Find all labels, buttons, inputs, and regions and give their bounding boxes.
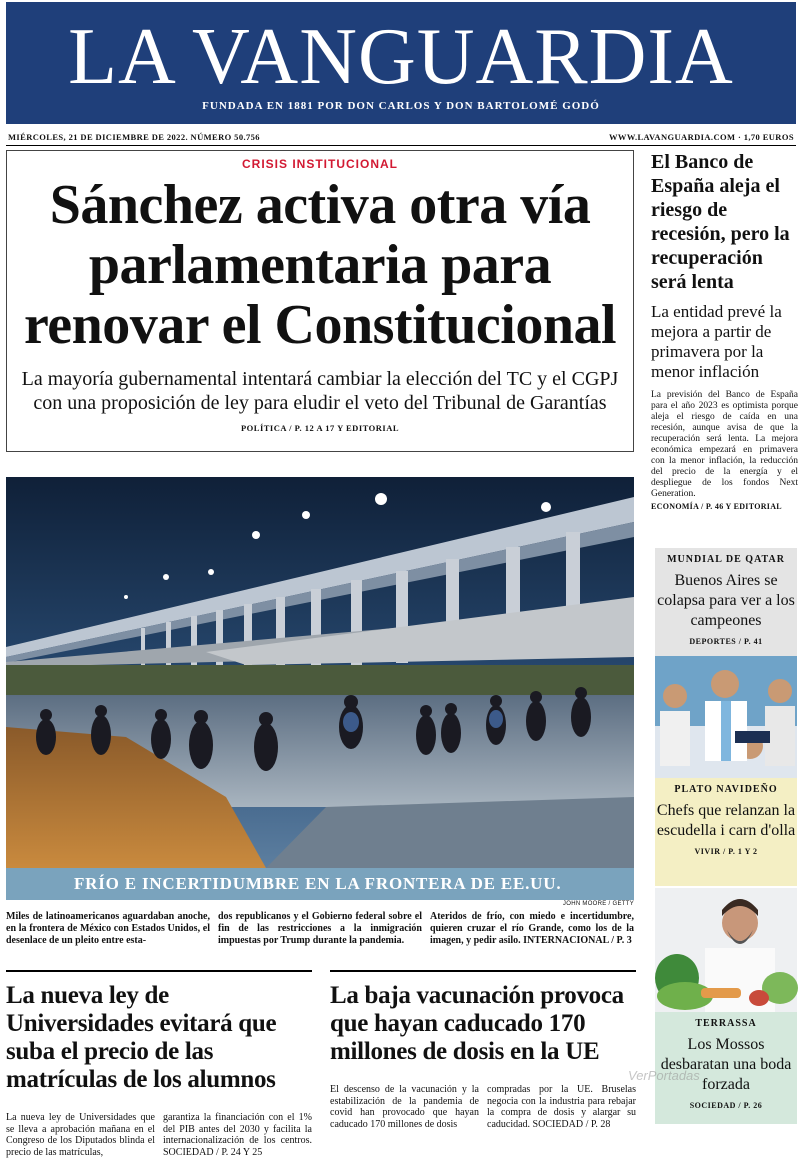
qatar-page-ref: DEPORTES / P. 41 bbox=[689, 637, 763, 646]
vaccination-col-1: El descenso de la vacunación y la estabilización de la pandemia de covid han provocado que hayan caducado 170 millones de dosis bbox=[330, 1084, 479, 1130]
watermark: VerPortadas bbox=[628, 1068, 700, 1083]
photo-text bbox=[6, 911, 634, 947]
universities-story bbox=[6, 970, 312, 1158]
dateline bbox=[6, 128, 796, 146]
lead-kicker: CRISIS INSTITUCIONAL bbox=[241, 157, 398, 171]
fans-photo bbox=[655, 656, 797, 778]
chef-photo-illustration bbox=[655, 888, 797, 1012]
newspaper-title: LA VANGUARDIA bbox=[68, 13, 734, 101]
photo-text-col-1: Miles de latinoamericanos aguardaban anoche, en la frontera de México con Estados Unidos, el desenlace de un pleito entre esta- bbox=[6, 911, 210, 946]
site-and-price: WWW.LAVANGUARDIA.COM · 1,70 EUROS bbox=[609, 131, 794, 142]
terrassa-kicker: TERRASSA bbox=[695, 1018, 757, 1029]
christmas-dish-module bbox=[655, 778, 797, 886]
lead-story bbox=[6, 150, 634, 452]
economy-headline[interactable]: El Banco de España aleja el riesgo de recesión, pero la recuperación será lenta bbox=[651, 151, 790, 293]
economy-body: La previsión del Banco de España para el año 2023 es optimista porque aleja el riesgo de caída en una recesión, aunque avisa de que la recuperación será lenta. La mejora económica empezará en primavera con la menor inflación, la reducción del precio de la energía y el despliegue de los fondos Next Generation. bbox=[651, 390, 798, 499]
photo-text-col-2: dos republicanos y el Gobierno federal sobre el fin de las restricciones a la inmigración impuestas por Trump durante la pandemia. bbox=[218, 911, 422, 946]
universities-col-1: La nueva ley de Universidades que se lleva a aprobación mañana en el Congreso de los Diputados blinda el precio de las matrículas, bbox=[6, 1112, 155, 1158]
economy-deck: La entidad prevé la mejora a partir de primavera por la menor inflación bbox=[651, 302, 782, 381]
issue-date: MIÉRCOLES, 21 DE DICIEMBRE DE 2022. NÚMERO 50.756 bbox=[8, 131, 260, 142]
terrassa-page-ref: SOCIEDAD / P. 26 bbox=[689, 1101, 763, 1110]
border-photo-illustration bbox=[6, 477, 634, 868]
universities-col-2: garantiza la financiación con el 1% del PIB antes del 2030 y facilita la internacionalización de los centros. SOCIEDAD / P. 24 Y 25 bbox=[163, 1112, 312, 1158]
qatar-kicker: MUNDIAL DE QATAR bbox=[667, 554, 785, 565]
terrassa-headline[interactable]: Los Mossos desbaratan una boda forzada bbox=[660, 1036, 792, 1093]
qatar-module bbox=[655, 548, 797, 656]
vaccination-body bbox=[330, 1084, 636, 1130]
chef-photo bbox=[655, 888, 797, 1012]
photo-caption: FRÍO E INCERTIDUMBRE EN LA FRONTERA DE EE.UU. bbox=[6, 868, 634, 900]
christmas-dish-headline[interactable]: Chefs que relanzan la escudella i carn d'olla bbox=[656, 802, 796, 839]
economy-page-ref: ECONOMÍA / P. 46 Y EDITORIAL bbox=[651, 502, 782, 511]
photo-credit: JOHN MOORE / GETTY bbox=[562, 901, 634, 907]
qatar-headline[interactable]: Buenos Aires se colapsa para ver a los campeones bbox=[657, 572, 795, 629]
masthead bbox=[6, 2, 796, 124]
universities-headline[interactable]: La nueva ley de Universidades evitará que suba el precio de las matrículas de los alumnos bbox=[6, 982, 277, 1093]
lead-deck: La mayoría gubernamental intentará cambiar la elección del TC y el CGPJ con una proposición de ley para eludir el veto del Tribunal de Garantías bbox=[21, 368, 619, 414]
photo-text-col-3: Ateridos de frío, con miedo e incertidumbre, quieren cruzar el río Grande, como los de la imagen, y pedir asilo. INTERNACIONAL / P. 3 bbox=[430, 911, 634, 946]
fans-photo-illustration bbox=[655, 656, 797, 778]
economy-story bbox=[651, 150, 798, 511]
vaccination-col-2: compradas por la UE. Bruselas negocia con la industria para rebajar la compra de dosis y alargar su caducidad. SOCIEDAD / P. 28 bbox=[487, 1084, 636, 1130]
lead-page-ref: POLÍTICA / P. 12 A 17 Y EDITORIAL bbox=[240, 423, 400, 433]
border-crossing-photo bbox=[6, 477, 634, 868]
masthead-subtitle: FUNDADA EN 1881 POR DON CARLOS Y DON BARTOLOMÉ GODÓ bbox=[202, 100, 600, 112]
vaccination-headline[interactable]: La baja vacunación provoca que hayan caducado 170 millones de dosis en la UE bbox=[330, 982, 624, 1065]
christmas-dish-kicker: PLATO NAVIDEÑO bbox=[674, 784, 778, 795]
christmas-dish-page-ref: VIVIR / P. 1 Y 2 bbox=[694, 847, 758, 856]
lead-headline[interactable]: Sánchez activa otra vía parlamentaria para renovar el Constitucional bbox=[23, 174, 617, 356]
universities-body bbox=[6, 1112, 312, 1158]
vaccination-story bbox=[330, 970, 636, 1130]
